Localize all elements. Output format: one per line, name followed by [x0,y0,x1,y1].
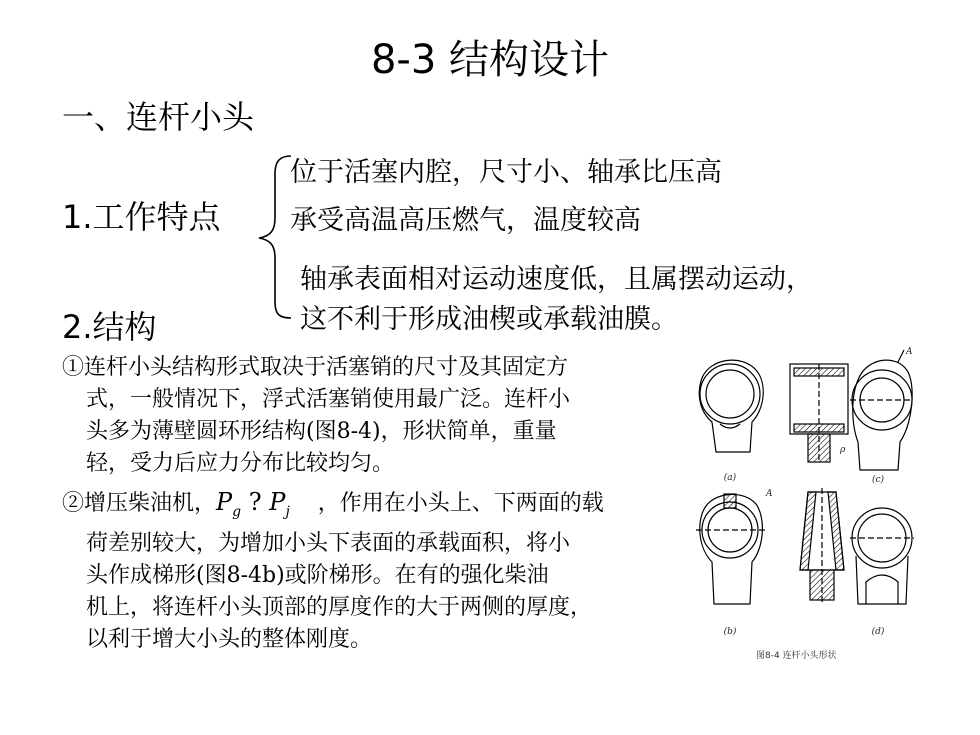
feature-item: 承受高温高压燃气，温度较高 [290,205,641,236]
fig-label-A1: A [906,347,913,357]
rod-end-b [696,494,766,604]
fig-label-A2: A [766,489,773,499]
paragraph-line: 轻，受力后应力分布比较均匀。 [86,451,395,476]
rod-end-a [699,360,763,452]
paragraph-line: 荷差别较大，为增加小头下表面的承载面积，将小 [86,530,571,556]
pressure-expression [216,488,290,520]
paragraph-line: 头作成梯形(图8-4b)或阶梯形。在有的强化柴油 [86,562,549,588]
section-1-number: 1. [62,198,93,236]
section-2-number: 2. [62,308,93,346]
paragraph-line: 机上，将连杆小头顶部的厚度作的大于两侧的厚度， [86,594,593,620]
feature-item: 这不利于形成油楔或承载油膜。 [300,304,678,335]
brace-icon [255,152,295,322]
paragraph-line: 以利于增大小头的整体刚度。 [86,626,373,652]
section-2-title [62,302,157,348]
connecting-rod-drawings [690,342,913,674]
section-1-label: 工作特点 [92,198,221,236]
math-subscript: g [232,503,242,520]
fig-label-d: (d) [871,627,885,637]
section-2-label: 结构 [92,308,157,346]
fig-label-rho: ρ [840,445,846,455]
feature-item: 位于活塞内腔，尺寸小、轴承比压高 [290,157,722,188]
paragraph-line: ②增压柴油机， [62,491,217,516]
fig-label-a: (a) [723,473,737,483]
fig-label-b: (b) [723,627,737,637]
math-subscript: j [285,503,290,520]
paragraph-2 [62,486,604,656]
section-1-title [62,192,221,238]
rod-section-b [800,488,844,604]
section-heading: 一、连杆小头 [62,98,255,136]
paragraph-first-line [62,486,604,528]
paragraph-line: 头多为薄壁圆环形结构(图8-4)，形状简单，重量 [86,419,557,444]
figure-8-4 [690,342,913,674]
feature-item: 轴承表面相对运动速度低，且属摆动运动， [300,264,813,295]
paragraph-line: ①连杆小头结构形式取决于活塞销的尺寸及其固定方 [62,355,569,380]
paragraph-1 [62,352,570,480]
math-operator: ? [248,488,262,516]
figure-caption: 图8-4 连杆小头形状 [756,651,837,661]
paragraph-line: ，作用在小头上、下两面的载 [317,491,604,516]
rod-end-c [850,350,912,470]
fig-label-c: (c) [871,475,885,485]
rod-end-d [850,508,914,604]
math-symbol: P [216,488,233,516]
page-title: 8-3 结构设计 [370,37,610,83]
paragraph-line: 式，一般情况下，浮式活塞销使用最广泛。连杆小 [86,387,571,412]
math-symbol: P [269,488,286,516]
